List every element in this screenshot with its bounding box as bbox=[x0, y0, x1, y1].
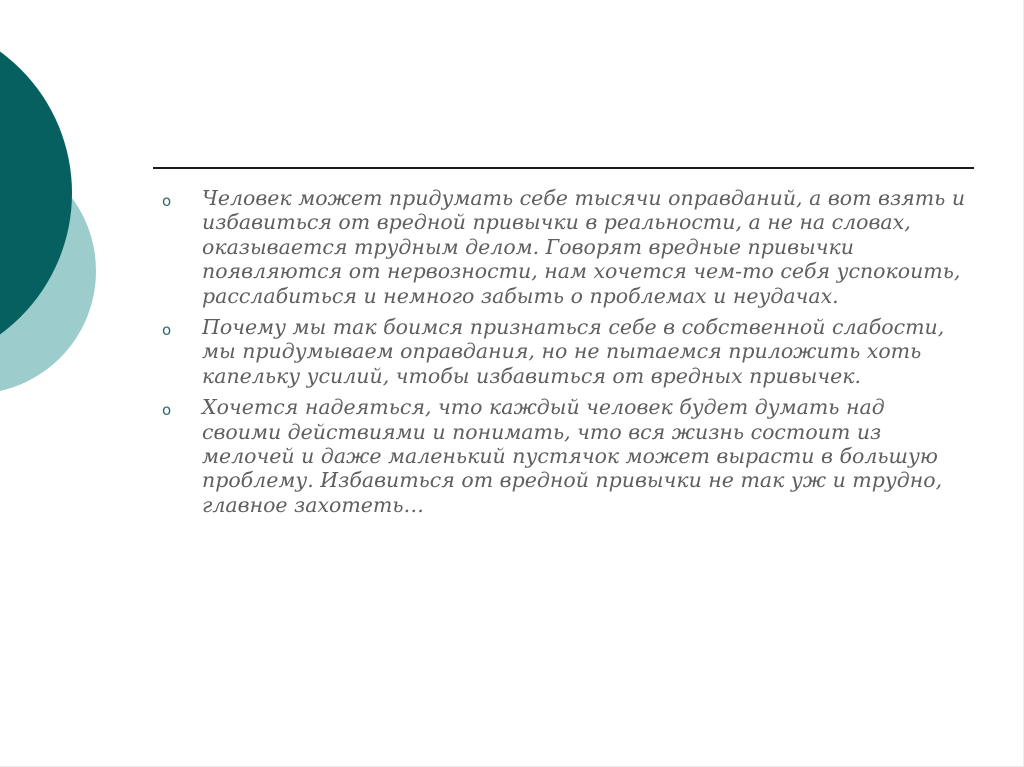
list-item bbox=[160, 315, 970, 388]
list-item bbox=[160, 395, 970, 517]
paragraph-text: Почему мы так боимся признаться себе в собственной слабости, мы придумываем оправдания, но не пытаемся приложить хоть капельку усилий, чтобы избавиться от вредных привычек. bbox=[202, 315, 945, 388]
bullet-circle-icon: o bbox=[162, 321, 172, 340]
paragraph-text: Хочется надеяться, что каждый человек будет думать над своими действиями и понимать, что вся жизнь состоит из мелочей и даже маленький пустячок может вырасти в большую проблему. Избавиться от вредной привычки не так уж и трудно, главное захотеть… bbox=[202, 395, 943, 517]
bullet-circle-icon: o bbox=[162, 192, 172, 210]
bullet-list bbox=[160, 186, 970, 524]
paragraph-text: Человек может придумать себе тысячи оправданий, а вот взять и избавиться от вредной привычки в реальности, а не на словах, оказывается трудным делом. Говорят вредные привычки появляются от нервозности, нам хочется чем-то себя успокоить, расслабиться и немного забыть о проблемах и неудачах. bbox=[202, 186, 966, 308]
bullet-circle-icon: o bbox=[162, 401, 172, 420]
list-item bbox=[160, 186, 970, 308]
title-divider-line bbox=[153, 167, 974, 169]
